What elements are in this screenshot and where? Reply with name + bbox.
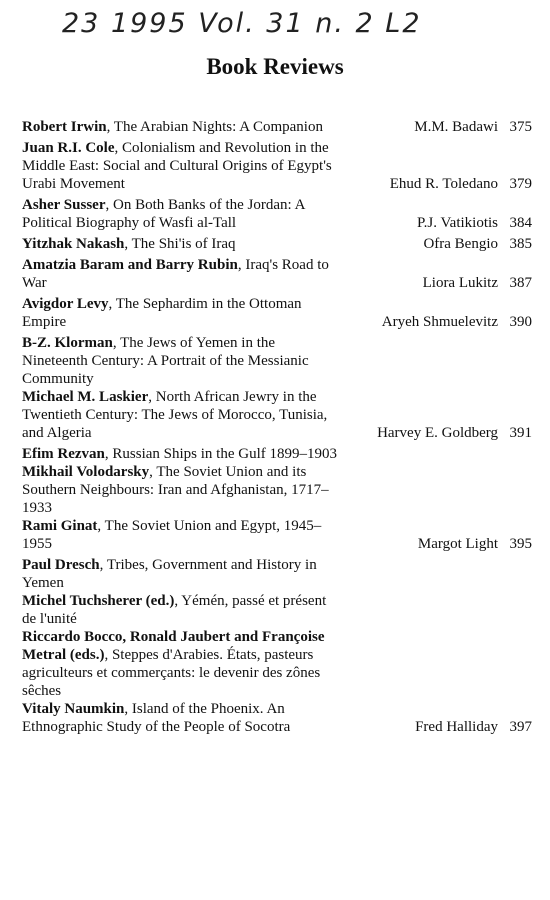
reviewed-work bbox=[22, 235, 340, 253]
book-author: Michel Tuchsherer (ed.) bbox=[22, 593, 175, 609]
book-title: , The Arabian Nights: A Companion bbox=[106, 119, 323, 135]
reviewed-works bbox=[22, 196, 340, 232]
reviewed-works bbox=[22, 235, 340, 253]
review-entry bbox=[22, 295, 532, 331]
book-title: , The Sephardim in the Ottoman Empire bbox=[22, 296, 302, 330]
reviewed-works bbox=[22, 139, 340, 193]
book-title: , The Shi'is of Iraq bbox=[124, 236, 236, 252]
review-entry bbox=[22, 556, 532, 736]
book-author: Paul Dresch bbox=[22, 557, 100, 573]
reviewed-work bbox=[22, 556, 340, 592]
page-number: 385 bbox=[509, 236, 532, 252]
reviewed-work bbox=[22, 517, 340, 553]
review-entry bbox=[22, 256, 532, 292]
book-title: , Steppes d'Arabies. États, pasteurs agriculteurs et commerçants: le devenir des zônes sêches bbox=[22, 647, 321, 699]
reviewed-work bbox=[22, 295, 340, 331]
reviewed-works bbox=[22, 556, 340, 736]
book-author: Juan R.I. Cole bbox=[22, 140, 115, 156]
page-number: 397 bbox=[509, 719, 532, 735]
book-author: Avigdor Levy bbox=[22, 296, 109, 312]
reviewed-works bbox=[22, 118, 340, 136]
book-title: , Island of the Phoenix. An Ethnographic Study of the People of Socotra bbox=[22, 701, 291, 735]
book-author: Michael M. Laskier bbox=[22, 389, 149, 405]
book-author: B-Z. Klorman bbox=[22, 335, 113, 351]
reviewed-works bbox=[22, 256, 340, 292]
reviewer-name: Margot Light bbox=[417, 536, 498, 552]
reviewed-works bbox=[22, 445, 340, 553]
book-author: Riccardo Bocco, Ronald Jaubert and Françoise Metral (eds.) bbox=[22, 629, 325, 663]
book-title: , The Jews of Yemen in the Nineteenth Century: A Portrait of the Messianic Community bbox=[22, 335, 309, 387]
reviewer-name: Fred Halliday bbox=[415, 719, 498, 735]
book-title: , Colonialism and Revolution in the Middle East: Social and Cultural Origins of Egypt's Urabi Movement bbox=[22, 140, 332, 192]
reviewed-work bbox=[22, 139, 340, 193]
book-author: Mikhail Volodarsky bbox=[22, 464, 150, 480]
review-entry bbox=[22, 334, 532, 442]
book-author: Yitzhak Nakash bbox=[22, 236, 125, 252]
book-author: Amatzia Baram and Barry Rubin bbox=[22, 257, 238, 273]
book-title: , On Both Banks of the Jordan: A Political Biography of Wasfi al-Tall bbox=[22, 197, 305, 231]
book-author: Robert Irwin bbox=[22, 119, 107, 135]
reviewed-work bbox=[22, 463, 340, 517]
reviewer-name: Liora Lukitz bbox=[422, 275, 498, 291]
review-entry bbox=[22, 196, 532, 232]
page-number: 379 bbox=[509, 176, 532, 192]
handwritten-note: 23 1995 Vol. 31 n. 2 L2 bbox=[62, 8, 422, 39]
page-number: 375 bbox=[509, 119, 532, 135]
book-author: Vitaly Naumkin bbox=[22, 701, 125, 717]
book-title: , North African Jewry in the Twentieth Century: The Jews of Morocco, Tunisia, and Algeria bbox=[22, 389, 328, 441]
page-number: 390 bbox=[509, 314, 532, 330]
book-title: , Russian Ships in the Gulf 1899–1903 bbox=[104, 446, 337, 462]
reviewed-work bbox=[22, 445, 340, 463]
book-author: Asher Susser bbox=[22, 197, 106, 213]
reviewer-name: Harvey E. Goldberg bbox=[377, 425, 498, 441]
book-title: , Tribes, Government and History in Yemen bbox=[22, 557, 317, 591]
page-number: 384 bbox=[509, 215, 532, 231]
reviewer-name: Ofra Bengio bbox=[423, 236, 498, 252]
reviewed-work bbox=[22, 388, 340, 442]
page-title: Book Reviews bbox=[206, 54, 344, 79]
reviewed-work bbox=[22, 628, 340, 700]
review-entry bbox=[22, 445, 532, 553]
review-entry bbox=[22, 118, 532, 136]
reviewer-name: Aryeh Shmuelevitz bbox=[381, 314, 498, 330]
book-author: Rami Ginat bbox=[22, 518, 98, 534]
reviewed-work bbox=[22, 334, 340, 388]
reviewed-work bbox=[22, 256, 340, 292]
page-number: 391 bbox=[509, 425, 532, 441]
reviewed-work bbox=[22, 700, 340, 736]
book-title: , The Soviet Union and its Southern Neighbours: Iran and Afghanistan, 1717–1933 bbox=[22, 464, 329, 516]
book-title: , The Soviet Union and Egypt, 1945–1955 bbox=[22, 518, 322, 552]
reviewed-works bbox=[22, 334, 340, 442]
page-number: 395 bbox=[509, 536, 532, 552]
book-title: , Iraq's Road to War bbox=[22, 257, 329, 291]
book-author: Efim Rezvan bbox=[22, 446, 105, 462]
reviewer-name: P.J. Vatikiotis bbox=[417, 215, 498, 231]
reviewer-name: M.M. Badawi bbox=[414, 119, 498, 135]
reviewed-work bbox=[22, 592, 340, 628]
reviewed-work bbox=[22, 196, 340, 232]
reviewed-works bbox=[22, 295, 340, 331]
reviews-list bbox=[22, 118, 532, 739]
review-entry bbox=[22, 235, 532, 253]
review-entry bbox=[22, 139, 532, 193]
page-number: 387 bbox=[509, 275, 532, 291]
reviewed-work bbox=[22, 118, 340, 136]
book-title: , Yémén, passé et présent de l'unité bbox=[22, 593, 327, 627]
reviewer-name: Ehud R. Toledano bbox=[389, 176, 498, 192]
